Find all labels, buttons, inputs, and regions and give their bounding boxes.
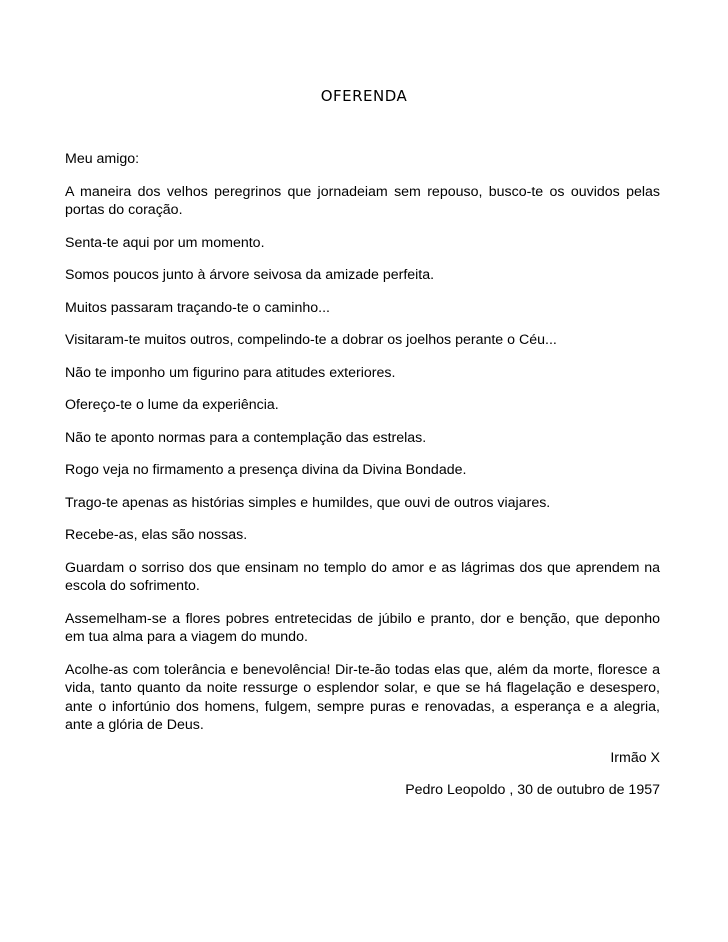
paragraph-greeting: Meu amigo: (65, 151, 140, 167)
paragraph: Visitaram-te muitos outros, compelindo-te a dobrar os joelhos perante o Céu... (65, 332, 557, 348)
paragraph: Recebe-as, elas são nossas. (65, 527, 248, 543)
paragraph: Guardam o sorriso dos que ensinam no templo do amor e as lágrimas dos que aprendem na escola do sofrimento. (65, 559, 660, 594)
paragraph: Acolhe-as com tolerância e benevolência! Dir-te-ão todas elas que, além da morte, floresce a vida, tanto quanto da noite ressurge o esplendor solar, e que se há flagelação e desespero, ante o infortúnio dos homens, fulgem, sempre puras e renovadas, a esperança e a alegria, ante a glória de Deus. (65, 661, 660, 733)
paragraph: Senta-te aqui por um momento. (65, 234, 265, 251)
document-title: OFERENDA (320, 87, 408, 105)
paragraph: Não te imponho um figurino para atitudes exteriores. (65, 364, 396, 381)
paragraph: Trago-te apenas as histórias simples e humildes, que ouvi de outros viajares. (65, 494, 551, 511)
paragraph: Assemelham-se a flores pobres entretecidas de júbilo e pranto, dor e benção, que deponho em tua alma para a viagem do mundo. (65, 610, 660, 645)
paragraph: Somos poucos junto à árvore seivosa da amizade perfeita. (65, 267, 435, 283)
place-date: Pedro Leopoldo , 30 de outubro de 1957 (405, 782, 660, 798)
letter-body (65, 150, 660, 814)
paragraph: Rogo veja no firmamento a presença divina da Divina Bondade. (65, 462, 467, 478)
paragraph: Não te aponto normas para a contemplação das estrelas. (65, 429, 427, 446)
paragraph: Muitos passaram traçando-te o caminho... (65, 299, 330, 316)
paragraph: A maneira dos velhos peregrinos que jornadeiam sem repouso, busco-te os ouvidos pelas portas do coração. (65, 183, 660, 218)
paragraph: Ofereço-te o lume da experiência. (65, 397, 279, 413)
author-signature: Irmão X (610, 749, 660, 766)
